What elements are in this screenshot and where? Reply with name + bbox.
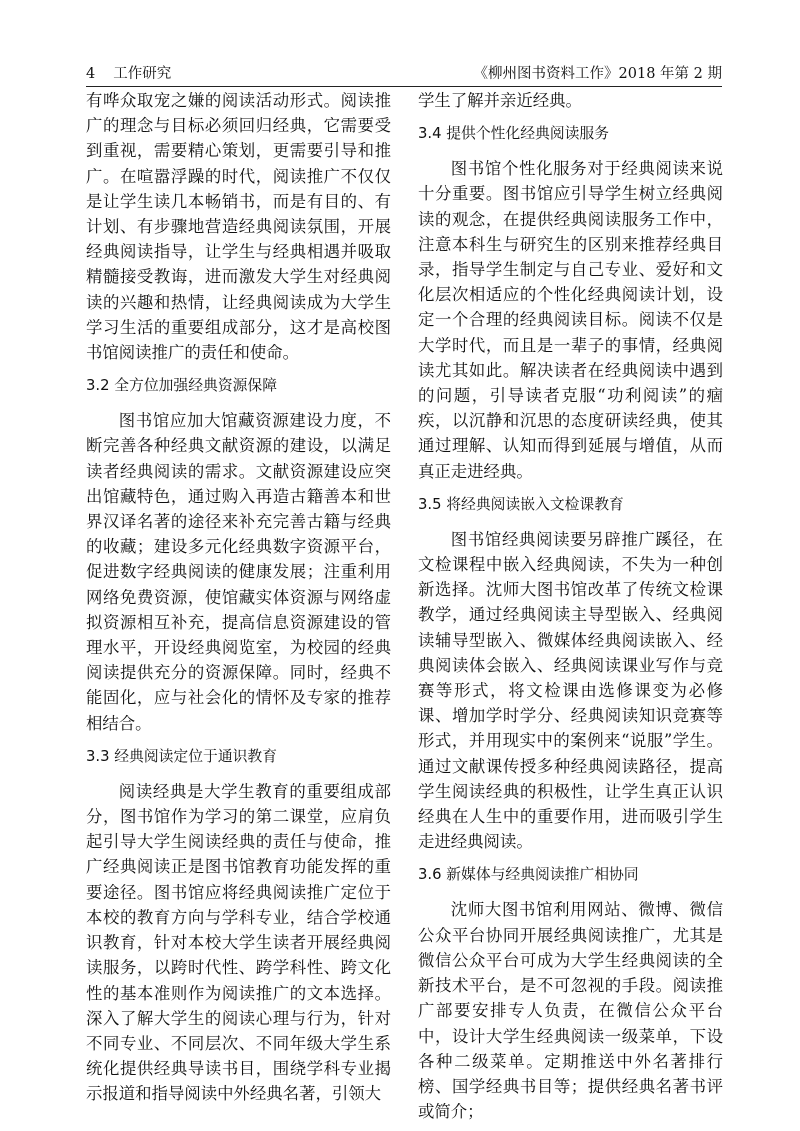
section-name: 工作研究 bbox=[113, 66, 172, 82]
paragraph-3-5: 图书馆经典阅读要另辟推广蹊径，在文检课程中嵌入经典阅读，不失为一种创新选择。沈师大图书馆改革了传统文检课教学，通过经典阅读主导型嵌入、经典阅读辅导型嵌入、微媒体经典阅读嵌入、经典阅读体会嵌入、经典阅读课业写作与竞赛等形式，将文检课由选修课变为必修课、增加学时学分、经典阅读知识竞赛等形式，并用现实中的案例来“说服”学生。通过文献课传授多种经典阅读路径，提高学生阅读经典的积极性，让学生真正认识经典在人生中的重要作用，进而吸引学生走进经典阅读。 bbox=[418, 529, 723, 852]
section-heading-3-4: 3.4 提供个性化经典阅读服务 bbox=[418, 125, 610, 143]
left-column bbox=[86, 88, 391, 1107]
continued-paragraph: 有哗众取宠之嫌的阅读活动形式。阅读推广的理念与目标必须回归经典，它需要受到重视，需要精心策划，更需要引导和推广。在喧嚣浮躁的时代，阅读推广不仅仅是让学生读几本畅销书，而是有目的、有计划、有步骤地营造经典阅读氛围，开展经典阅读指导，让学生与经典相遇并吸取精髓接受教诲，进而激发大学生对经典阅读的兴趣和热情，让经典阅读成为大学生学习生活的重要组成部分，这才是高校图书馆阅读推广的责任和使命。 bbox=[86, 91, 391, 363]
header-left bbox=[86, 64, 171, 84]
running-header bbox=[86, 62, 722, 87]
right-column bbox=[418, 88, 723, 1124]
section-heading-3-6: 3.6 新媒体与经典阅读推广相协同 bbox=[418, 866, 639, 884]
paragraph-3-2: 图书馆应加大馆藏资源建设力度，不断完善各种经典文献资源的建设，以满足读者经典阅读的需求。文献资源建设应突出馆藏特色，通过购入再造古籍善本和世界汉译名著的途径来补充完善古籍与经典的收藏；建设多元化经典数字资源平台，促进数字经典阅读的健康发展；注重利用网络免费资源，使馆藏实体资源与网络虚拟资源相互补充，提高信息资源建设的管理水平，开设经典阅览室，为校园的经典阅读提供充分的资源保障。同时，经典不能固化，应与社会化的情怀及专家的推荐相结合。 bbox=[86, 411, 391, 733]
page-number: 4 bbox=[86, 66, 96, 82]
paragraph-3-4: 图书馆个性化服务对于经典阅读来说十分重要。图书馆应引导学生树立经典阅读的观念，在提供经典阅读服务工作中，注意本科生与研究生的区别来推荐经典目录，指导学生制定与自己专业、爱好和文化层次相适应的个性化经典阅读计划，设定一个合理的经典阅读目标。阅读不仅是大学时代，而且是一辈子的事情，经典阅读尤其如此。解决读者在经典阅读中遇到的问题，引导读者克服“功利阅读”的痼疾，以沉静和沉思的态度研读经典，使其通过理解、认知而得到延展与增值，从而真正走进经典。 bbox=[418, 159, 723, 481]
paragraph-3-6: 沈师大图书馆利用网站、微博、微信公众平台协同开展经典阅读推广，尤其是微信公众平台可成为大学生经典阅读的全新技术平台，是不可忽视的手段。阅读推广部要安排专人负责，在微信公众平台中，设计大学生经典阅读一级菜单，下设各种二级菜单。定期推送中外名著排行榜、国学经典书目等；提供经典名著书评或简介； bbox=[418, 900, 723, 1122]
section-heading-3-5: 3.5 将经典阅读嵌入文检课教育 bbox=[418, 495, 624, 513]
continued-paragraph: 学生了解并亲近经典。 bbox=[418, 91, 582, 110]
journal-title: 《柳州图书资料工作》2018 年第 2 期 bbox=[473, 66, 722, 82]
section-heading-3-3: 3.3 经典阅读定位于通识教育 bbox=[86, 747, 278, 765]
section-heading-3-2: 3.2 全方位加强经典资源保障 bbox=[86, 377, 278, 395]
paragraph-3-3: 阅读经典是大学生教育的重要组成部分，图书馆作为学习的第二课堂，应肩负起引导大学生阅读经典的责任与使命，推广经典阅读正是图书馆教育功能发挥的重要途径。图书馆应将经典阅读推广定位于本校的教育方向与学科专业，结合学校通识教育，针对本校大学生读者开展经典阅读服务，以跨时代性、跨学科性、跨文化性的基本准则作为阅读推广的文本选择。深入了解大学生的阅读心理与行为，针对不同专业、不同层次、不同年级大学生系统化提供经典导读书目，围绕学科专业揭示报道和指导阅读中外经典名著，引领大 bbox=[86, 781, 391, 1104]
